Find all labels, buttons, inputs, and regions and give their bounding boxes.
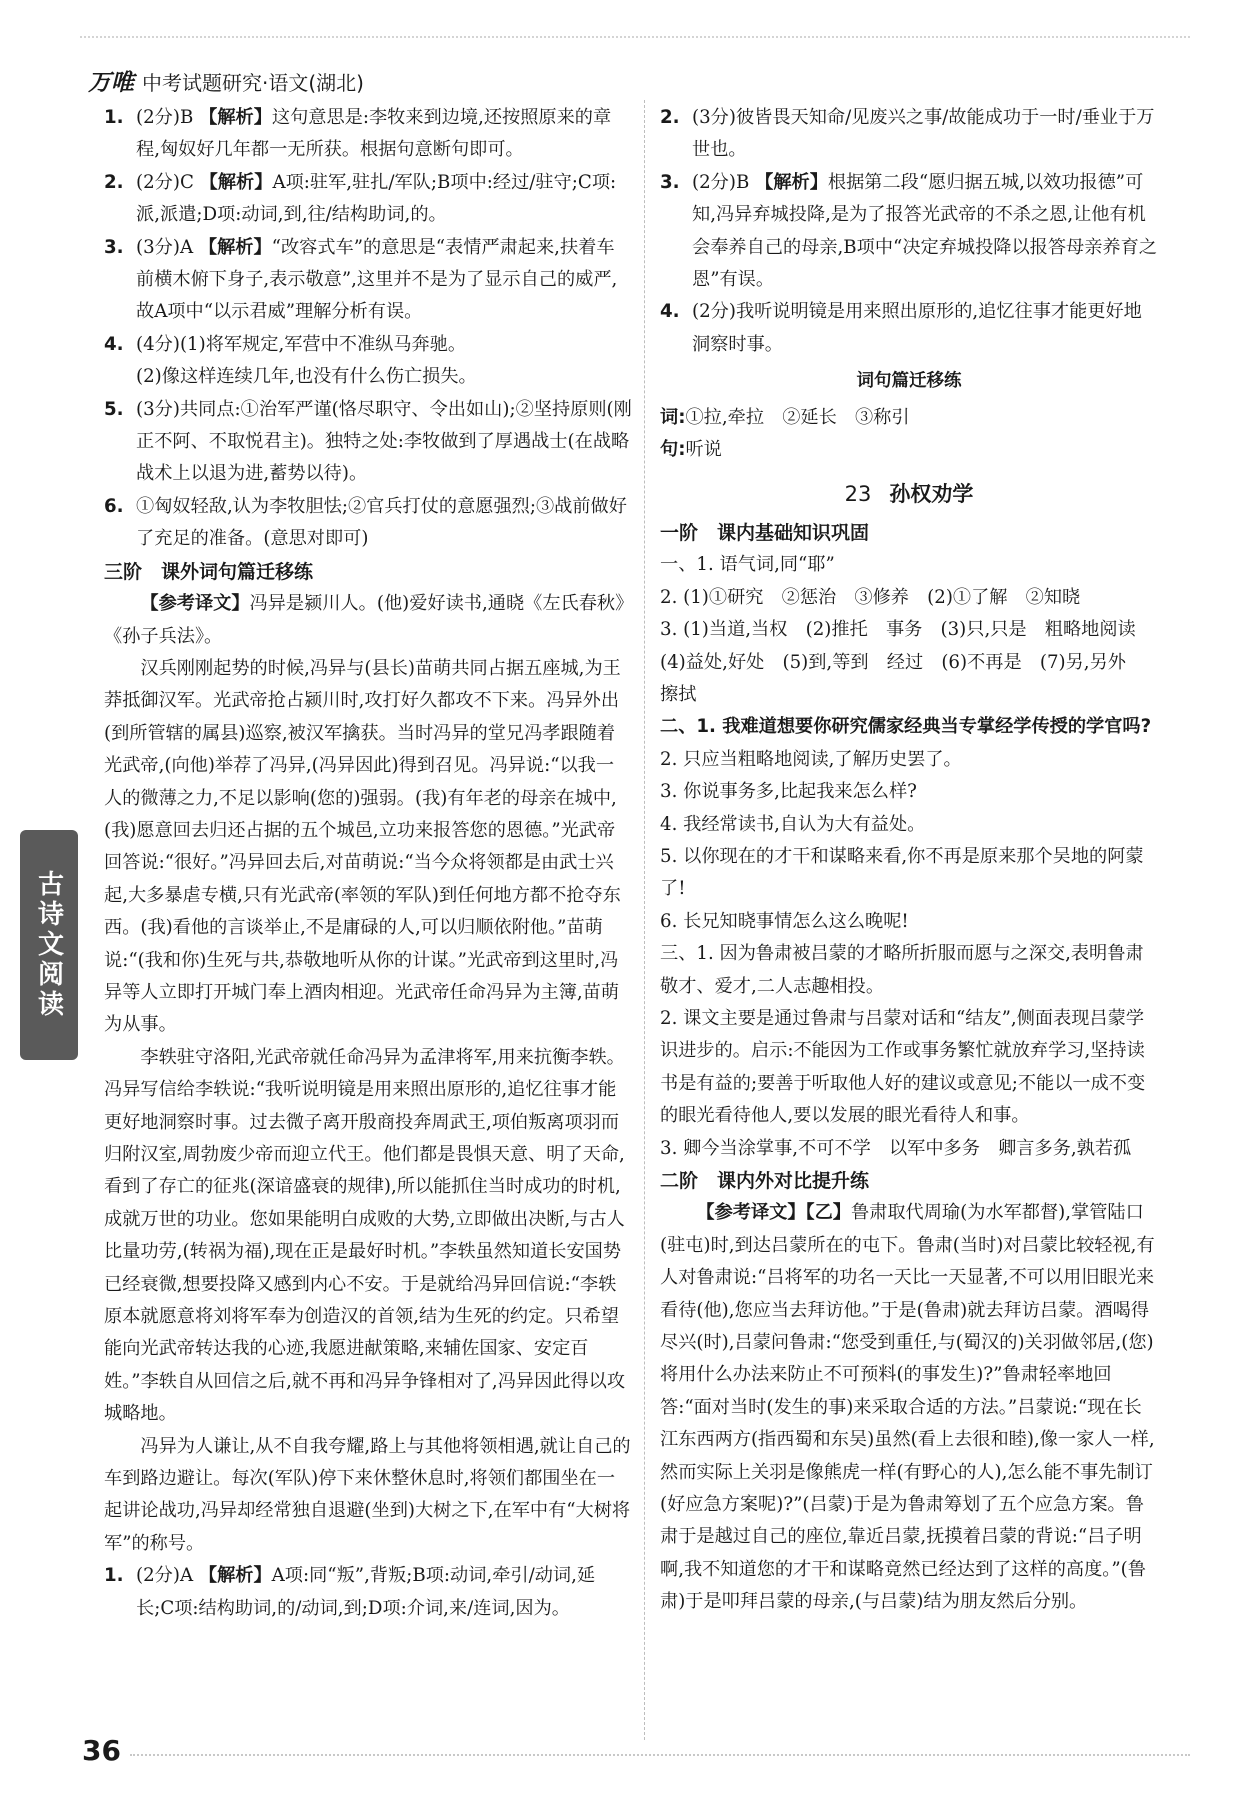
item-number: 1. [104, 107, 124, 128]
section-heading-3: 三阶 课外词句篇迁移练 [104, 560, 314, 583]
section-side-tab [20, 830, 78, 1060]
item-text: A项:驻军,驻扎/军队;B项中:经过/驻守;C项:派,派遣;D项:动词,到,往/结构助词,的。 [136, 171, 617, 226]
vocab-ju-label: 句: [660, 439, 686, 461]
item-text: (3分)共同点:①治军严谨(恪尽职守、令出如山);②坚持原则(刚正不阿、不取悦君主)。独特之处:李牧做到了厚遇战士(在战略战术上以退为进,蓄势以待)。 [136, 398, 632, 485]
item-number: 3. [104, 236, 124, 258]
left-column [104, 102, 632, 1625]
answer-item-5 [104, 394, 632, 491]
s2-line: 二、1. 我难道想要你研究儒家经典当专掌经学传授的学官吗? [660, 716, 1152, 738]
s2-line: 3. 你说事务多,比起我来怎么样? [660, 781, 917, 803]
section-heading-1: 一阶 课内基础知识巩固 [660, 521, 870, 544]
translation-tag: 【参考译文】 [140, 593, 250, 615]
side-tab-label: 古诗文阅读 [33, 870, 64, 1020]
page-header [88, 64, 364, 97]
s2-line: 5. 以你现在的才干和谋略来看,你不再是原来那个吴地的阿蒙了! [660, 845, 1144, 900]
analysis-tag: 【解析】 [199, 171, 273, 193]
brand-logo: 万唯 [88, 70, 134, 96]
analysis-tag: 【解析】 [198, 236, 272, 258]
answer-item-6 [104, 491, 632, 556]
translation-text: 鲁肃取代周瑜(为水军都督),掌管陆口(驻屯)时,到达吕蒙所在的屯下。鲁肃(当时)对吕蒙比较轻视,有人对鲁肃说:“吕将军的功名一天比一天显著,不可以用旧眼光来看待(他),您应当去拜访他。”于是(鲁肃)就去拜访吕蒙。酒喝得尽兴(时),吕蒙问鲁肃:“您受到重任,与(蜀汉的)关羽做邻居,(您)将用什么办法来防止不可预料(的事发生)?”鲁肃轻率地回答:“面对当时(发生的事)来采取合适的方法。”吕蒙说:“现在长江东西两方(指西蜀和东吴)虽然(看上去很和睦),像一家人一样,然而实际上关羽是像熊虎一样(有野心的人),怎么能不事先制订(好应急方案呢)?”(吕蒙)于是为鲁肃筹划了五个应急方案。鲁肃于是越过自己的座位,靠近吕蒙,抚摸着吕蒙的背说:“吕子明啊,我不知道您的才干和谋略竟然已经达到了这样的高度。”(鲁肃)于是叩拜吕蒙的母亲,(与吕蒙)结为朋友然后分别。 [660, 1202, 1155, 1613]
analysis-tag: 【解析】 [755, 171, 828, 193]
answer-item-1 [104, 102, 632, 167]
s3-line: 3. 卿今当涂掌事,不可不学 以军中多务 卿言多务,孰若孤 [660, 1137, 1132, 1159]
s2-line: 4. 我经常读书,自认为大有益处。 [660, 813, 926, 835]
header-title: 中考试题研究·语文(湖北) [142, 71, 364, 95]
item-text: (2分)我听说明镜是用来照出原形的,追忆往事才能更好地洞察时事。 [692, 301, 1142, 355]
footer-rule [130, 1754, 1190, 1756]
right-column [660, 102, 1158, 1619]
translation-paragraph-1 [104, 588, 632, 653]
top-rule [80, 36, 1190, 38]
analysis-tag: 【解析】 [199, 107, 272, 128]
s2-line: 2. 只应当粗略地阅读,了解历史罢了。 [660, 748, 962, 770]
answer-item-4 [104, 329, 632, 394]
vocab-ci-label: 词: [660, 406, 686, 428]
item-score: (2分)B [136, 107, 194, 128]
answer-item-3 [104, 232, 632, 329]
lesson-title [660, 478, 1158, 510]
item-number: 2. [660, 107, 680, 128]
item-text: (3分)彼皆畏天知命/见废兴之事/故能成功于一时/垂业于万世也。 [692, 107, 1155, 161]
s2-line: 6. 长兄知晓事情怎么这么晚呢! [660, 910, 909, 932]
lesson-number: 23 [844, 482, 872, 507]
item-text: ①匈奴轻敌,认为李牧胆怯;②官兵打仗的意愿强烈;③战前做好了充足的准备。(意思对即可) [136, 495, 627, 550]
s1-line: 2. (1)①研究 ②惩治 ③修养 (2)①了解 ②知晓 [660, 586, 1081, 608]
item-score: (3分)A [136, 236, 194, 258]
s1-line: 3. (1)当道,当权 (2)推托 事务 (3)只,只是 粗略地阅读 (4)益处,好处 (5)到,等到 经过 (6)不再是 (7)另,另外 擦拭 [660, 619, 1154, 705]
answer-item-r2 [660, 102, 1158, 167]
translation-paragraph-3: 李轶驻守洛阳,光武帝就任命冯异为孟津将军,用来抗衡李轶。冯异写信给李轶说:“我听说明镜是用来照出原形的,追忆往事才能更好地洞察时事。过去微子离开殷商投奔周武王,项伯叛离项羽而归附汉室,周勃废少帝而迎立代王。他们都是畏惧天意、明了天命,看到了存亡的征兆(深谙盛衰的规律),所以能抓住当时成功的时机,成就万世的功业。您如果能明白成败的大势,立即做出决断,与古人比量功劳,(转祸为福),现在正是最好时机。”李轶虽然知道长安国势已经衰微,想要投降又感到内心不安。于是就给冯异回信说:“李轶原本就愿意将刘将军奉为创造汉的首领,结为生死的约定。只希望能向光武帝转达我的心迹,我愿进献策略,来辅佐国家、安定百姓。”李轶自从回信之后,就不再和冯异争锋相对了,冯异因此得以攻城略地。 [104, 1046, 626, 1425]
answer-item-1b [104, 1560, 632, 1625]
translation-paragraph-right [660, 1197, 1158, 1618]
item-text: A项:同“叛”,背叛;B项:动词,牵引/动词,延长;C项:结构助词,的/动词,到;D项:介词,来/连词,因为。 [136, 1565, 596, 1619]
translation-text: 冯异是颍川人。(他)爱好读书,通晓《左氏春秋》《孙子兵法》。 [104, 593, 625, 647]
item-number: 4. [660, 301, 680, 323]
answer-item-r4 [660, 296, 1158, 361]
item-line-2: (2)像这样连续几年,也没有什么伤亡损失。 [136, 366, 477, 388]
page-number: 36 [82, 1734, 121, 1767]
answer-item-r3 [660, 167, 1158, 297]
item-number: 1. [104, 1565, 124, 1587]
vocab-ci [660, 402, 1158, 434]
item-number: 6. [104, 495, 124, 517]
item-number: 3. [660, 171, 680, 193]
vocab-ju-text: 听说 [685, 439, 722, 461]
translation-paragraph-2: 汉兵刚刚起势的时候,冯异与(县长)苗萌共同占据五座城,为王莽抵御汉军。光武帝抢占颍川时,攻打好久都攻不下来。冯异外出(到所管辖的属县)巡察,被汉军擒获。当时冯异的堂兄冯孝跟随着光武帝,(向他)举荐了冯异,(冯异因此)得到召见。冯异说:“以我一人的微薄之力,不足以影响(您的)强弱。(我)有年老的母亲在城中,(我)愿意回去归还占据的五个城邑,立功来报答您的恩德。”光武帝回答说:“很好。”冯异回去后,对苗萌说:“当今众将领都是由武士兴起,大多暴虐专横,只有光武帝(率领的军队)到任何地方都不抢夺东西。(我)看他的言谈举止,不是庸碌的人,可以归顺依附他。”苗萌说:“(我和你)生死与共,恭敬地听从你的计谋。”光武帝到这里时,冯异等人立即打开城门奉上酒肉相迎。光武帝任命冯异为主簿,苗萌为从事。 [104, 657, 621, 1036]
translation-tag: 【参考译文】【乙】 [696, 1202, 851, 1224]
vocab-heading: 词句篇迁移练 [856, 371, 962, 392]
item-text: 根据第二段“愿归据五城,以效功报德”可知,冯异弃城投降,是为了报答光武帝的不杀之恩,让他有机会奉养自己的母亲,B项中“决定弃城投降以报答母亲养育之恩”有误。 [692, 171, 1157, 291]
item-number: 2. [104, 171, 124, 193]
s1-line: 一、1. 语气词,同“耶” [660, 554, 835, 576]
s3-line: 2. 课文主要是通过鲁肃与吕蒙对话和“结友”,侧面表现吕蒙学识进步的。启示:不能因为工作或事务繁忙就放弃学习,坚持读书是有益的;要善于听取他人好的建议或意见;不能以一成不变的眼光看待他人,要以发展的眼光看待人和事。 [660, 1007, 1146, 1127]
column-divider [644, 100, 645, 1740]
lesson-name: 孙权劝学 [889, 482, 974, 507]
item-number: 5. [104, 398, 124, 420]
s3-line: 三、1. 因为鲁肃被吕蒙的才略所折服而愿与之深交,表明鲁肃敬才、爱才,二人志趣相投。 [660, 943, 1144, 997]
item-score: (2分)B [692, 171, 750, 193]
item-text: 这句意思是:李牧来到边境,还按照原来的章程,匈奴好几年都一无所获。根据句意断句即可。 [136, 107, 612, 161]
item-number: 4. [104, 333, 124, 355]
vocab-ci-text: ①拉,牵拉 ②延长 ③称引 [685, 406, 910, 428]
answer-item-2 [104, 167, 632, 232]
item-text: “改容式车”的意思是“表情严肃起来,扶着车前横木俯下身子,表示敬意”,这里并不是为了显示自己的威严,故A项中“以示君威”理解分析有误。 [136, 236, 618, 323]
vocab-ju [660, 434, 1158, 466]
item-score: (2分)C [136, 171, 194, 193]
item-line-1: (4分)(1)将军规定,军营中不准纵马奔驰。 [136, 333, 467, 355]
translation-paragraph-4: 冯异为人谦让,从不自我夸耀,路上与其他将领相遇,就让自己的车到路边避让。每次(军队)停下来休整休息时,将领们都围坐在一起讲论战功,冯异却经常独自退避(坐到)大树之下,在军中有“大树将军”的称号。 [104, 1435, 631, 1554]
section-heading-2: 二阶 课内外对比提升练 [660, 1170, 870, 1192]
analysis-tag: 【解析】 [198, 1565, 272, 1587]
item-score: (2分)A [136, 1565, 194, 1587]
